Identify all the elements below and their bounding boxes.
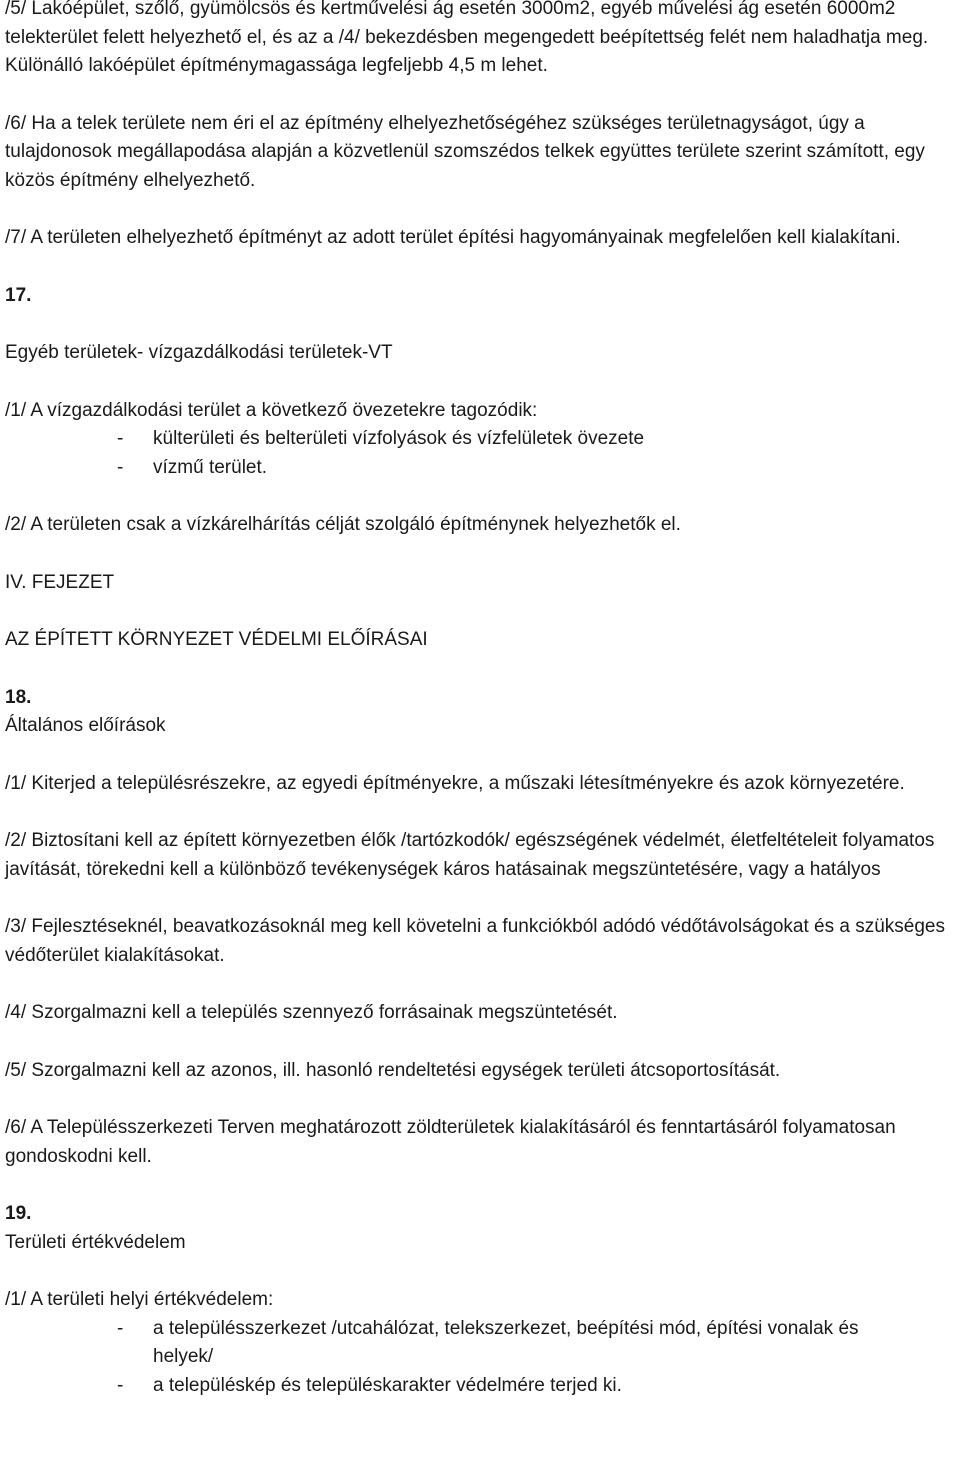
paragraph-5-continued: /5/ Lakóépület, szőlő, gyümölcsös és kertművelési ág esetén 3000m2, egyéb művelési ág esetén 6000m2 telekterület felett helyezhető el, és az a /4/ bekezdésben megengedett beépítettség felét nem haladhatja meg. Különálló lakóépület építménymagassága legfeljebb 4,5 m lehet. xyxy=(5,0,929,76)
section-18-paragraph-6: /6/ A Településszerkezeti Terven meghatározott zöldterületek kialakításáról és fenntartásáról folyamatosan gondoskodni kell. xyxy=(5,1117,896,1167)
list-item xyxy=(5,1315,955,1372)
section-18-paragraph-4: /4/ Szorgalmazni kell a település szennyező forrásainak megszüntetését. xyxy=(5,1002,618,1023)
list-item-text-line-2: helyek/ xyxy=(153,1346,214,1367)
section-17-number: 17. xyxy=(5,284,32,306)
list-dash: - xyxy=(117,428,124,449)
section-17-paragraph-1-intro: /1/ A vízgazdálkodási terület a következő övezetekre tagozódik: xyxy=(5,399,538,421)
section-17-paragraph-2: /2/ A területen csak a vízkárelhárítás célját szolgáló építménynek helyezhetők el. xyxy=(5,514,681,535)
chapter-title: AZ ÉPÍTETT KÖRNYEZET VÉDELMI ELŐÍRÁSAI xyxy=(5,629,428,650)
list-item-text: vízmű terület. xyxy=(153,456,268,478)
chapter-number: IV. FEJEZET xyxy=(5,571,115,593)
paragraph-6: /6/ Ha a telek területe nem éri el az építmény elhelyezhetőségéhez szükséges területnagyságot, úgy a tulajdonosok megállapodása alapján a közvetlenül szomszédos telkek együttes területe szerint számított, egy közös építmény elhelyezhető. xyxy=(5,112,925,191)
list-item-text: külterületi és belterületi vízfolyások és vízfelületek övezete xyxy=(153,428,645,449)
section-18-number: 18. xyxy=(5,686,32,708)
section-18-paragraph-3: /3/ Fejlesztéseknél, beavatkozásoknál meg kell követelni a funkciókból adódó védőtávolságokat és a szükséges védőterület kialakításokat. xyxy=(5,916,945,966)
paragraph-7: /7/ A területen elhelyezhető építményt az adott terület építési hagyományainak megfelelően kell kialakítani. xyxy=(5,227,901,248)
list-item-text-line-1: a településszerkezet /utcahálózat, telekszerkezet, beépítési mód, építési vonalak és xyxy=(153,1317,859,1339)
list-dash: - xyxy=(117,1374,124,1396)
list-dash: - xyxy=(117,1317,124,1339)
section-19-protection-list xyxy=(5,1315,955,1401)
section-18-title: Általános előírások xyxy=(5,715,166,736)
list-item xyxy=(5,1372,955,1401)
list-item-text: a településkép és településkarakter védelmére terjed ki. xyxy=(153,1374,622,1396)
section-18-paragraph-5: /5/ Szorgalmazni kell az azonos, ill. hasonló rendeltetési egységek területi átcsoportosítását. xyxy=(5,1059,781,1081)
section-17-title: Egyéb területek- vízgazdálkodási területek-VT xyxy=(5,342,393,363)
section-17-zone-list xyxy=(5,425,955,482)
document-page xyxy=(5,0,955,1400)
list-item xyxy=(5,425,955,454)
section-18-paragraph-1: /1/ Kiterjed a településrészekre, az egyedi építményekre, a műszaki létesítményekre és azok környezetére. xyxy=(5,772,905,794)
list-item xyxy=(5,454,955,483)
section-19-paragraph-1-intro: /1/ A területi helyi értékvédelem: xyxy=(5,1289,274,1310)
section-19-title: Területi értékvédelem xyxy=(5,1231,186,1253)
section-19-number: 19. xyxy=(5,1203,32,1224)
section-18-paragraph-2: /2/ Biztosítani kell az épített környezetben élők /tartózkodók/ egészségének védelmét, életfeltételeit folyamatos javítását, törekedni kell a különböző tevékenységek káros hatásainak megszüntetésére, vagy a hatályos xyxy=(5,830,935,880)
list-dash: - xyxy=(117,456,124,478)
